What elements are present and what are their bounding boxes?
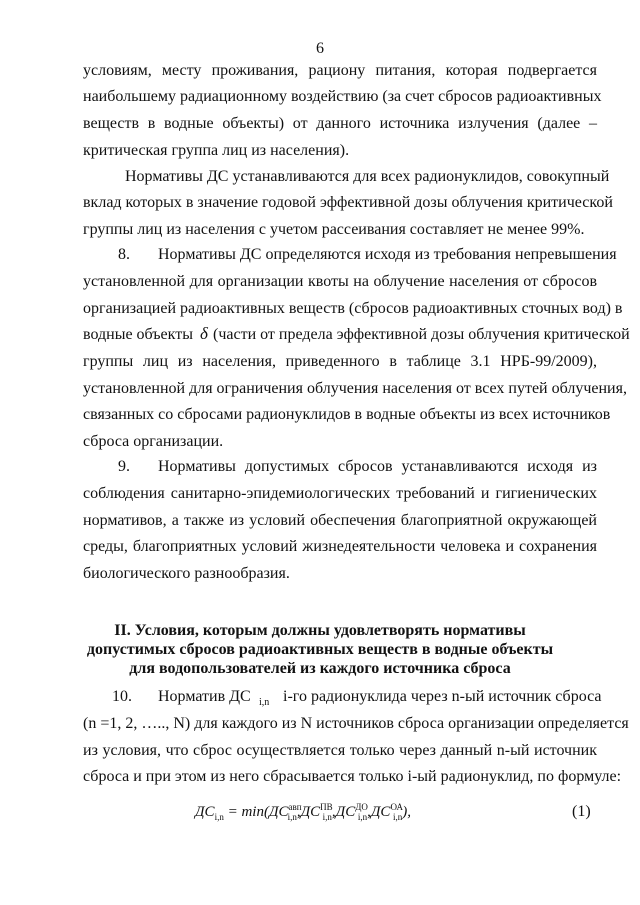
- text-line: сброса организации.: [83, 433, 224, 450]
- section-heading: для водопользователей из каждого источника сброса: [129, 660, 511, 677]
- text-line: группы лиц из населения, приведенного в таблице 3.1 НРБ-99/2009),: [83, 353, 597, 370]
- section-heading: II. Условия, которым должны удовлетворять нормативы: [114, 622, 526, 639]
- text-line: условиям, месту проживания, рациону питания, которая подвергается: [83, 62, 597, 79]
- text-line: соблюдения санитарно-эпидемиологических требований и гигиенических: [83, 485, 597, 502]
- text-line: (n =1, 2, ….., N) для каждого из N источников сброса организации определяется: [83, 715, 629, 732]
- item-number: 9.: [118, 458, 130, 475]
- text-line: среды, благоприятных условий жизнедеятельности человека и сохранения: [83, 538, 597, 555]
- text-line: установленной для ограничения облучения населения от всех путей облучения,: [83, 380, 627, 397]
- item-number: 10.: [112, 688, 132, 705]
- text-line: Нормативы допустимых сбросов устанавливаются исходя из: [158, 458, 597, 475]
- text-line: из условия, что сброс осуществляется только через данный n-ый источник: [83, 742, 597, 759]
- text-line: вклад которых в значение годовой эффективной дозы облучения критической: [83, 194, 613, 211]
- text-line: установленной для организации квоты на облучение населения от сбросов: [83, 273, 597, 290]
- text-line: Нормативы ДС устанавливаются для всех радионуклидов, совокупный: [125, 168, 610, 185]
- text-line: группы лиц из населения с учетом рассеивания составляет не менее 99%.: [83, 221, 585, 238]
- text-line: нормативов, а также из условий обеспечения благоприятной окружающей: [83, 512, 597, 529]
- page-number: 6: [316, 40, 324, 57]
- formula-number: (1): [572, 803, 591, 820]
- text-line: веществ в водные объекты) от данного источника излучения (далее –: [83, 115, 597, 132]
- text-line: связанных со сбросами радионуклидов в водные объекты из всех источников: [83, 406, 611, 423]
- text-line: сброса и при этом из него сбрасывается только i-ый радионуклид, по формуле:: [83, 768, 622, 785]
- text-line: наибольшему радиационному воздействию (за счет сбросов радиоактивных: [83, 88, 602, 105]
- text-line: водные объекты: [83, 326, 193, 343]
- text-line: организацией радиоактивных веществ (сбросов радиоактивных сточных вод) в: [83, 300, 623, 317]
- text-line: Нормативы ДС определяются исходя из требования непревышения: [158, 246, 617, 263]
- text-line: критическая группа лиц из населения).: [83, 142, 350, 159]
- text-line: i-го радионуклида через n-ый источник сброса: [283, 688, 602, 705]
- text-subscript: i,n: [259, 697, 270, 708]
- text-line: (части от предела эффективной дозы облучения критической: [213, 326, 630, 343]
- text-line: Норматив ДС: [158, 688, 251, 705]
- section-heading: допустимых сбросов радиоактивных веществ в водные объекты: [86, 641, 554, 658]
- delta-symbol: δ: [200, 324, 208, 343]
- item-number: 8.: [118, 246, 130, 263]
- formula-1: $ДС_{i,n} = \min(ДС^{авп}_{i,n},ДС^{ПВ}_{i,n},ДС^{ДО}_{i,n},ДС^{ОА}_{i,n})$,: [195, 802, 412, 822]
- text-line: биологического разнообразия.: [83, 565, 290, 582]
